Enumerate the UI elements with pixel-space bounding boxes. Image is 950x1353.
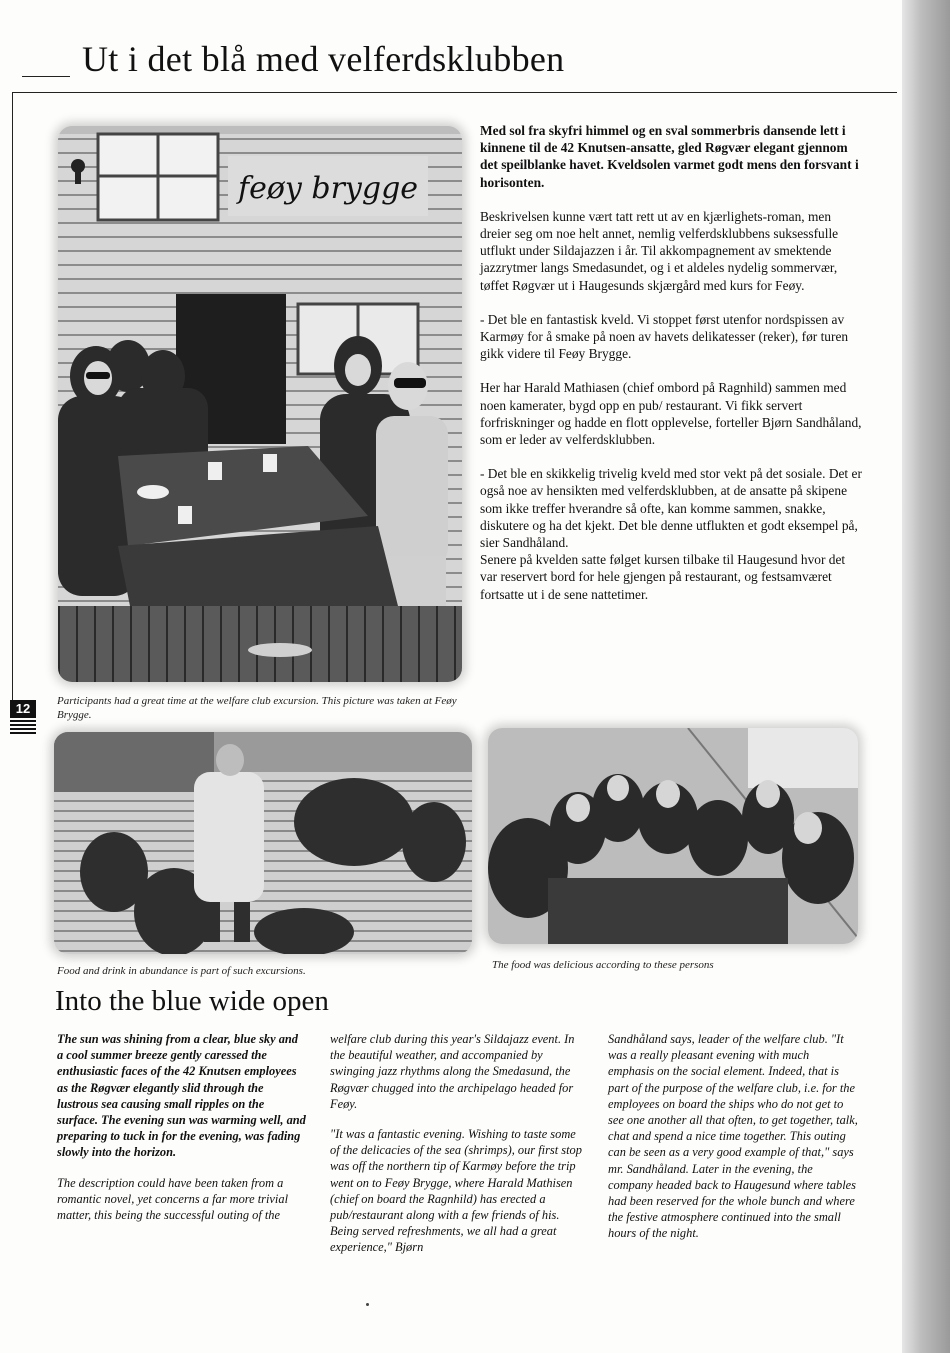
norwegian-paragraph: - Det ble en skikkelig trivelig kveld med stor vekt på det sosiale. Det er også noe av hensikten med velferdsklubben, at de ansatte på skipene som ikke treffer hverandre så ofte, kan komme sammen, snakke, diskutere og ha det kjekt. Det ble denne utflukten et godt eksempel på, sier Sandhåland. [480, 466, 862, 551]
english-title: Into the blue wide open [55, 985, 329, 1017]
page-number-lines [10, 720, 36, 734]
main-photo [58, 126, 462, 682]
page-edge-shadow [902, 0, 950, 1353]
norwegian-paragraph: Senere på kvelden satte følget kursen tilbake til Haugesund hvor det var reservert bord for hele gjengen på restaurant, og festsamværet fortsatte ut i de sene nattetimer. [480, 552, 846, 602]
norwegian-lead: Med sol fra skyfri himmel og en sval sommerbris dansende lett i kinnene til de 42 Knutsen-ansatte, gled Røgvær elegant gjennom det speilblanke havet. Kveldsolen varmet godt mens den forsvant i horisonten. [480, 123, 859, 190]
english-paragraph: Sandhåland says, leader of the welfare club. "It was a really pleasant evening with much emphasis on the social element. Indeed, that is part of the purpose of the welfare club, i.e. for the employees on board the ships who do not get to see one another all that often, to get together, talk, chat and spend a nice time together. This outing can be seen as a very good example of that," says mr. Sandhåland. Later in the evening, the company headed back to Haugesund where tables had been reserved for the whole bunch and where the festive atmosphere continued into the small hours of the night. [608, 1032, 858, 1241]
feoy-brygge-sign: feøy brygge [237, 171, 419, 206]
right-photo [488, 728, 858, 944]
english-paragraph: "It was a fantastic evening. Wishing to taste some of the delicacies of the sea (shrimps), our first stop was off the northern tip of Karmøy before the trip went on to Feøy Brygge, where Harald Mathisen (chief on board the Ragnhild) has erected a pub/restaurant along with a few friends of his. Being served refreshments, we all had a great experience," Bjørn [330, 1127, 582, 1255]
english-column-2 [330, 1031, 586, 1270]
english-column-3 [608, 1031, 858, 1256]
main-photo-caption: Participants had a great time at the welfare club excursion. This picture was taken at Feøy Brygge. [57, 695, 457, 721]
column-rule [12, 92, 13, 712]
norwegian-paragraph: - Det ble en fantastisk kveld. Vi stoppet først utenfor nordspissen av Karmøy for å smake på noen av havets delikatesser (reker), før turen gikk videre til Feøy Brygge. [480, 311, 849, 362]
english-paragraph: The description could have been taken from a romantic novel, yet concerns a far more trivial matter, this being the successful outing of the [57, 1175, 289, 1223]
title-rule-left [22, 76, 70, 77]
left-photo [54, 732, 472, 954]
title-rule [12, 92, 897, 93]
page-number: 12 [10, 700, 36, 718]
english-paragraph: welfare club during this year's Sildajazz event. In the beautiful weather, and accompanied by swinging jazz rhythms along the Smedasund, the Røgvær chugged into the archipelago headed for Feøy. [330, 1032, 575, 1111]
english-lead: The sun was shining from a clear, blue sky and a cool summer breeze gently caressed the enthusiastic faces of the 42 Knutsen employees as the Røgvær elegantly slid through the lustrous sea causing small ripples on the surface. The evening sun was warming well, and preparing to tuck in for the evening, was fading slowly into the horizon. [57, 1032, 306, 1160]
page-dot [366, 1303, 369, 1306]
left-photo-caption: Food and drink in abundance is part of such excursions. [57, 965, 306, 977]
norwegian-article [480, 122, 864, 620]
article-title: Ut i det blå med velferdsklubben [82, 39, 565, 79]
page-number-marker [10, 700, 40, 736]
norwegian-paragraph: Her har Harald Mathiasen (chief ombord på Ragnhild) sammen med noen kamerater, bygd opp en pub/ restaurant. Vi fikk servert forfriskninger og hadde en flott opplevelse, forteller Bjørn Sandhåland, som er leder av velferdsklubben. [480, 380, 862, 448]
norwegian-paragraph: Beskrivelsen kunne vært tatt rett ut av en kjærlighets-roman, men dreier seg om noe helt annet, nemlig velferdsklubbens suksessfulle utflukt under Sildajazzen i år. Til akkompagnement av smektende jazzrytmer langs Smedasundet, og i et aldeles nydelig sommervær, tøffet Røgvær ut i Haugesunds skjærgård med kurs for Feøy. [480, 208, 839, 293]
english-column-1 [57, 1031, 307, 1237]
right-photo-caption: The food was delicious according to these persons [492, 959, 714, 971]
